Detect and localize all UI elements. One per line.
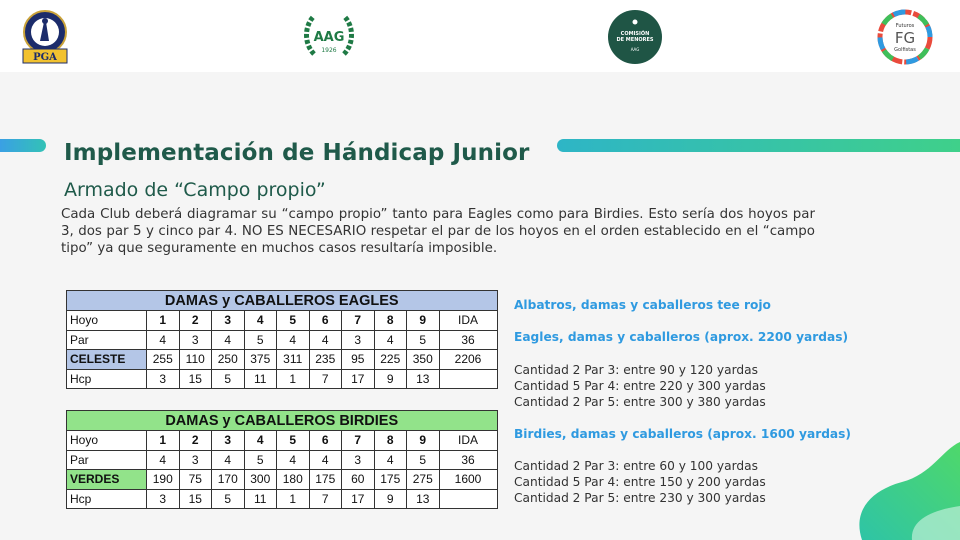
table-cell: 375 — [244, 350, 277, 370]
table-cell: 4 — [244, 431, 277, 451]
accent-bar-left — [0, 139, 46, 152]
aag-logo — [300, 8, 358, 66]
table-cell: 1 — [147, 311, 180, 331]
table-cell: 3 — [212, 311, 245, 331]
table-cell: 9 — [374, 489, 407, 509]
table-cell: 17 — [342, 489, 375, 509]
birdies-table — [66, 410, 498, 509]
table-total-cell: 2206 — [439, 350, 497, 370]
table-cell: 4 — [309, 450, 342, 470]
birdies-row-hcp — [67, 489, 498, 509]
pga-logo-text: PGA — [33, 52, 57, 63]
slide-subtitle: Armado de “Campo propio” — [64, 179, 326, 201]
table-cell: 8 — [374, 311, 407, 331]
table-cell: 11 — [244, 489, 277, 509]
table-cell: 175 — [309, 470, 342, 490]
corner-wave-decoration — [852, 440, 960, 540]
pga-logo — [16, 8, 74, 66]
table-total-cell: 36 — [439, 330, 497, 350]
table-cell: 9 — [407, 311, 440, 331]
eagles-list — [514, 362, 766, 410]
cm-logo-line2: DE MENORES — [616, 37, 654, 43]
table-cell: 180 — [277, 470, 310, 490]
table-cell: 2 — [179, 311, 212, 331]
futuros-golfistas-logo — [876, 8, 934, 66]
header-bar — [0, 0, 960, 72]
table-row-label: Hcp — [67, 369, 147, 389]
table-cell: 60 — [342, 470, 375, 490]
table-cell: 9 — [407, 431, 440, 451]
table-cell: 4 — [212, 330, 245, 350]
accent-bar-right — [557, 139, 960, 152]
table-cell: 5 — [212, 369, 245, 389]
fg-logo-top: Futuros — [895, 23, 915, 29]
albatros-heading: Albatros, damas y caballeros tee rojo — [514, 298, 771, 312]
table-cell: 275 — [407, 470, 440, 490]
table-cell: 175 — [374, 470, 407, 490]
table-cell: 15 — [179, 369, 212, 389]
table-cell: 95 — [342, 350, 375, 370]
table-cell: 6 — [309, 311, 342, 331]
table-row-label: Hoyo — [67, 311, 147, 331]
table-cell: 9 — [374, 369, 407, 389]
table-cell: 8 — [374, 431, 407, 451]
table-cell: 4 — [374, 450, 407, 470]
table-cell: 4 — [277, 450, 310, 470]
cm-logo-aag: AAG — [630, 47, 640, 52]
aag-logo-text: AAG — [313, 30, 345, 45]
table-row-label: Par — [67, 450, 147, 470]
table-row-label: Par — [67, 330, 147, 350]
table-cell: 5 — [407, 330, 440, 350]
list-item: Cantidad 5 Par 4: entre 150 y 200 yardas — [514, 475, 766, 489]
table-cell: 4 — [309, 330, 342, 350]
table-cell: 110 — [179, 350, 212, 370]
list-item: Cantidad 2 Par 5: entre 230 y 300 yardas — [514, 491, 766, 505]
table-cell: 7 — [309, 489, 342, 509]
table-cell: 4 — [147, 330, 180, 350]
table-cell: 13 — [407, 489, 440, 509]
table-cell: 17 — [342, 369, 375, 389]
table-cell: 5 — [407, 450, 440, 470]
eagles-table — [66, 290, 498, 389]
table-cell: 5 — [277, 311, 310, 331]
table-row-label: Hoyo — [67, 431, 147, 451]
table-row-label: CELESTE — [67, 350, 147, 370]
table-cell: 3 — [342, 450, 375, 470]
table-cell: 7 — [309, 369, 342, 389]
birdies-row-tee — [67, 470, 498, 490]
table-total-cell: IDA — [439, 311, 497, 331]
table-cell: 3 — [179, 450, 212, 470]
eagles-table-heading: DAMAS y CABALLEROS EAGLES — [67, 291, 498, 311]
table-row-label: VERDES — [67, 470, 147, 490]
table-total-cell: 1600 — [439, 470, 497, 490]
birdies-table-heading: DAMAS y CABALLEROS BIRDIES — [67, 411, 498, 431]
table-cell: 3 — [342, 330, 375, 350]
list-item: Cantidad 5 Par 4: entre 220 y 300 yardas — [514, 379, 766, 393]
table-cell: 7 — [342, 311, 375, 331]
table-row-label: Hcp — [67, 489, 147, 509]
table-cell: 3 — [212, 431, 245, 451]
eagles-row-hoyo — [67, 311, 498, 331]
table-cell: 300 — [244, 470, 277, 490]
fg-logo-initials: FG — [894, 29, 916, 47]
table-cell: 1 — [147, 431, 180, 451]
table-cell: 1 — [277, 489, 310, 509]
table-cell: 5 — [277, 431, 310, 451]
cm-logo-line1: COMISIÓN — [620, 31, 650, 37]
table-cell: 4 — [212, 450, 245, 470]
table-cell: 4 — [147, 450, 180, 470]
birdies-heading: Birdies, damas y caballeros (aprox. 1600 yardas) — [514, 427, 851, 441]
table-cell: 15 — [179, 489, 212, 509]
table-cell: 5 — [212, 489, 245, 509]
table-cell: 4 — [244, 311, 277, 331]
table-cell: 190 — [147, 470, 180, 490]
table-cell: 170 — [212, 470, 245, 490]
slide-title: Implementación de Hándicap Junior — [64, 140, 530, 166]
table-total-cell: IDA — [439, 431, 497, 451]
birdies-row-hoyo — [67, 431, 498, 451]
table-cell: 7 — [342, 431, 375, 451]
table-cell: 250 — [212, 350, 245, 370]
table-cell: 255 — [147, 350, 180, 370]
table-cell: 5 — [244, 450, 277, 470]
list-item: Cantidad 2 Par 3: entre 60 y 100 yardas — [514, 459, 758, 473]
table-cell: 5 — [244, 330, 277, 350]
table-cell: 75 — [179, 470, 212, 490]
list-item: Cantidad 2 Par 3: entre 90 y 120 yardas — [514, 363, 758, 377]
table-total-cell — [439, 369, 497, 389]
table-cell: 1 — [277, 369, 310, 389]
list-item: Cantidad 2 Par 5: entre 300 y 380 yardas — [514, 395, 766, 409]
table-total-cell: 36 — [439, 450, 497, 470]
fg-logo-bottom: Golfistas — [894, 47, 916, 53]
eagles-row-tee — [67, 350, 498, 370]
table-cell: 6 — [309, 431, 342, 451]
eagles-heading: Eagles, damas y caballeros (aprox. 2200 yardas) — [514, 330, 849, 344]
table-cell: 4 — [374, 330, 407, 350]
table-cell: 225 — [374, 350, 407, 370]
eagles-row-par — [67, 330, 498, 350]
slide-paragraph: Cada Club deberá diagramar su “campo propio” tanto para Eagles como para Birdies. Esto sería dos hoyos par 3, dos par 5 y cinco par 4. NO ES NECESARIO respetar el par de los hoyos en el orden establecido en el “campo tipo” ya que seguramente en muchos casos resultaría imposible. — [61, 207, 815, 256]
table-cell: 3 — [179, 330, 212, 350]
table-cell: 13 — [407, 369, 440, 389]
table-cell: 235 — [309, 350, 342, 370]
table-cell: 11 — [244, 369, 277, 389]
comision-de-menores-logo — [606, 8, 664, 66]
table-cell: 3 — [147, 369, 180, 389]
table-cell: 2 — [179, 431, 212, 451]
birdies-row-par — [67, 450, 498, 470]
table-cell: 350 — [407, 350, 440, 370]
birdies-list — [514, 458, 766, 506]
aag-logo-year: 1926 — [321, 47, 337, 54]
table-total-cell — [439, 489, 497, 509]
table-cell: 4 — [277, 330, 310, 350]
table-cell: 311 — [277, 350, 310, 370]
eagles-row-hcp — [67, 369, 498, 389]
table-cell: 3 — [147, 489, 180, 509]
